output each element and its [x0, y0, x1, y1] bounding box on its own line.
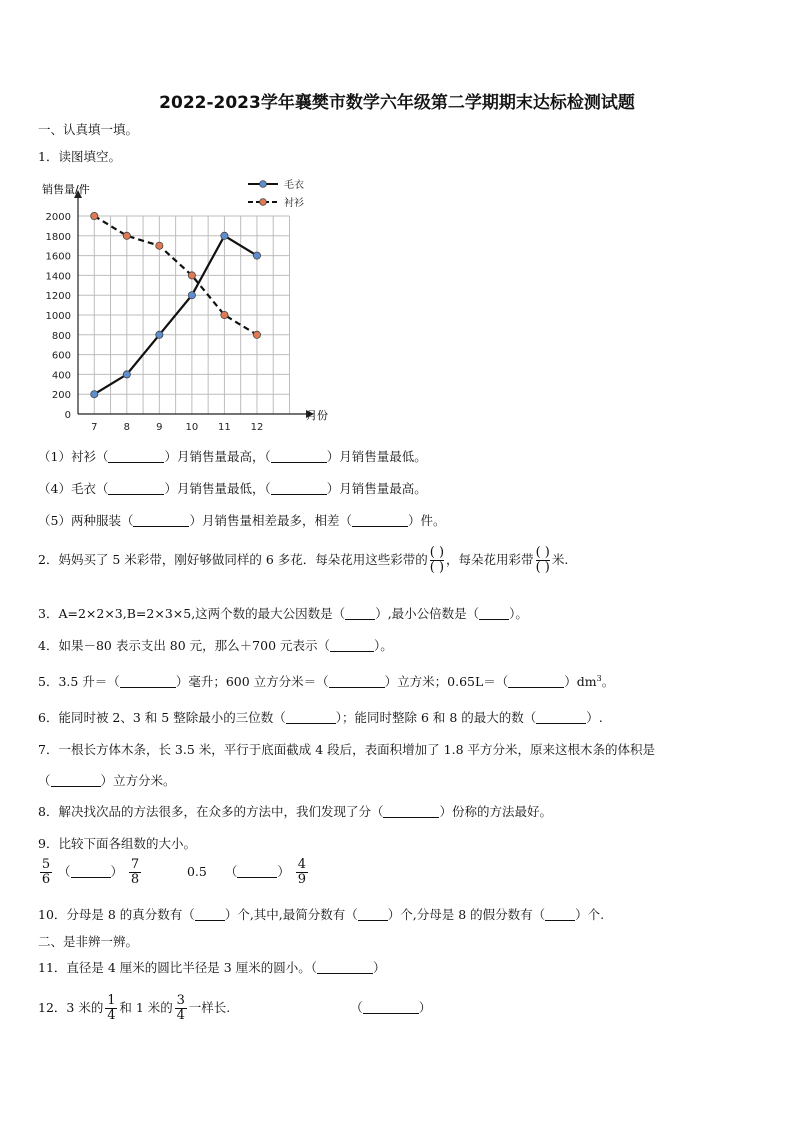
y-tick-label: 600 [51, 350, 71, 362]
data-point [156, 331, 163, 338]
data-point [188, 272, 195, 279]
answer-blank[interactable] [317, 961, 373, 974]
legend-marker [260, 181, 267, 188]
y-tick-label: 200 [51, 390, 71, 402]
section-heading-1: 一、认真填一填。 [38, 122, 139, 137]
question-1-sub1: （1）衬衫（ ）月销售量最高，（ ）月销售量最低。 [38, 449, 427, 464]
y-tick-label: 400 [51, 370, 71, 382]
answer-blank[interactable] [51, 774, 101, 787]
question-12: 12．3 米的 $\frac{1}{4}$ 和 1 米的 $\frac{3}{4}$ 一样长. （ ） [38, 993, 432, 1023]
x-tick-label: 9 [156, 422, 163, 433]
answer-blank[interactable] [286, 711, 336, 724]
data-point [123, 232, 130, 239]
data-point [221, 311, 228, 318]
data-point [221, 232, 228, 239]
answer-blank[interactable] [330, 639, 374, 652]
question-11: 11．直径是 4 厘米的圆比半径是 3 厘米的圆小。（ ） [38, 960, 386, 975]
answer-blank[interactable] [271, 482, 327, 495]
question-6: 6．能同时被 2、3 和 5 整除最小的三位数（ ）；能同时整除 6 和 8 的最大的数（ ）. [38, 710, 603, 725]
fraction-5-6: $\frac{5}{6}$ [41, 857, 51, 887]
data-point [91, 212, 98, 219]
data-point [188, 292, 195, 299]
fraction-3-4: $\frac{3}{4}$ [176, 993, 185, 1023]
question-9-label: 9．比较下面各组数的大小。 [38, 836, 196, 851]
y-tick-label: 1600 [45, 251, 71, 263]
question-2: 2．妈妈买了 5 米彩带，刚好够做同样的 6 多花．每朵花用这些彩带的 $\frac{( )}{( )}$ ，每朵花用彩带 $\frac{( )}{( )}$ 米. [38, 545, 569, 575]
y-tick-label: 1800 [45, 231, 71, 243]
answer-blank[interactable] [358, 908, 388, 921]
fraction-4-9: $\frac{4}{9}$ [297, 857, 306, 887]
question-8: 8．解决找次品的方法很多，在众多的方法中，我们发现了分（ ）份称的方法最好。 [38, 804, 552, 819]
answer-blank[interactable] [195, 908, 225, 921]
data-point [91, 391, 98, 398]
answer-fraction[interactable]: $\frac{( )}{( )}$ [535, 545, 550, 575]
legend-label: 毛衣 [284, 180, 304, 191]
sales-line-chart [38, 176, 338, 436]
data-point [156, 242, 163, 249]
x-tick-label: 7 [91, 422, 98, 433]
question-7-line-1: 7．一根长方体木条，长 3.5 米，平行于底面截成 4 段后，表面积增加了 1.8 平方分米，原来这根木条的体积是 [38, 742, 656, 757]
fraction-1-4: $\frac{1}{4}$ [107, 993, 116, 1023]
question-1-sub5: （5）两种服装（ ）月销售量相差最多，相差（ ）件。 [38, 513, 446, 528]
answer-blank[interactable] [383, 805, 439, 818]
answer-blank[interactable] [479, 607, 509, 620]
question-4: 4．如果－80 表示支出 80 元，那么＋700 元表示（ ）。 [38, 638, 393, 653]
question-1-label: 1．读图填空。 [38, 149, 121, 164]
x-tick-label: 10 [185, 422, 199, 433]
answer-blank[interactable] [536, 711, 586, 724]
question-7-line-2: （ ）立方分米。 [38, 773, 176, 788]
fraction-7-8: $\frac{7}{8}$ [130, 857, 140, 887]
legend-label: 衬衫 [284, 198, 304, 209]
section-heading-2: 二、是非辨一辨。 [38, 934, 139, 949]
answer-blank[interactable] [120, 675, 176, 688]
data-point [253, 252, 260, 259]
answer-blank[interactable] [271, 450, 327, 463]
page-title: 2022-2023学年襄樊市数学六年级第二学期期末达标检测试题 [159, 93, 635, 113]
y-tick-label: 1000 [45, 311, 71, 322]
answer-blank[interactable] [108, 450, 164, 463]
question-1-sub4: （4）毛衣（ ）月销售量最低，（ ）月销售量最高。 [38, 481, 427, 496]
answer-blank[interactable] [237, 865, 277, 878]
x-tick-label: 8 [123, 422, 130, 433]
answer-blank[interactable] [352, 514, 408, 527]
question-9-comparisons: $\frac{5}{6}$ （ ） $\frac{7}{8}$ 0.5 （ ） $\frac{4}{9}$ [41, 857, 306, 887]
answer-blank[interactable] [545, 908, 575, 921]
answer-blank[interactable] [133, 514, 189, 527]
legend-marker [260, 199, 267, 206]
question-3: 3．A=2×2×3,B=2×3×5,这两个数的最大公因数是（ ）,最小公倍数是（ ）。 [38, 606, 528, 621]
y-tick-label: 1200 [45, 291, 71, 303]
data-point [123, 371, 130, 378]
answer-fraction[interactable]: $\frac{( )}{( )}$ [429, 545, 445, 575]
question-5: 5．3.5 升＝（ ）毫升；600 立方分米＝（ ）立方米；0.65L＝（ ）$dm^3$。 [38, 673, 615, 689]
y-tick-label: 2000 [45, 212, 71, 223]
chart-legend [248, 178, 304, 209]
x-tick-label: 11 [218, 422, 231, 433]
chart-y-axis-label: 销售量/件 [42, 183, 90, 196]
answer-blank[interactable] [329, 675, 385, 688]
answer-blank[interactable] [363, 1001, 419, 1014]
answer-blank[interactable] [71, 865, 111, 878]
y-tick-label: 0 [64, 410, 71, 421]
y-tick-label: 800 [51, 330, 71, 342]
answer-blank[interactable] [508, 675, 564, 688]
data-point [253, 331, 260, 338]
x-tick-label: 12 [250, 422, 264, 433]
question-10: 10．分母是 8 的真分数有（ ）个,其中,最简分数有（ ）个,分母是 8 的假分数有（ ）个. [38, 907, 605, 922]
chart-x-axis-label: 月份 [306, 409, 328, 422]
answer-blank[interactable] [108, 482, 164, 495]
answer-blank[interactable] [345, 607, 375, 620]
y-tick-label: 1400 [45, 271, 71, 283]
